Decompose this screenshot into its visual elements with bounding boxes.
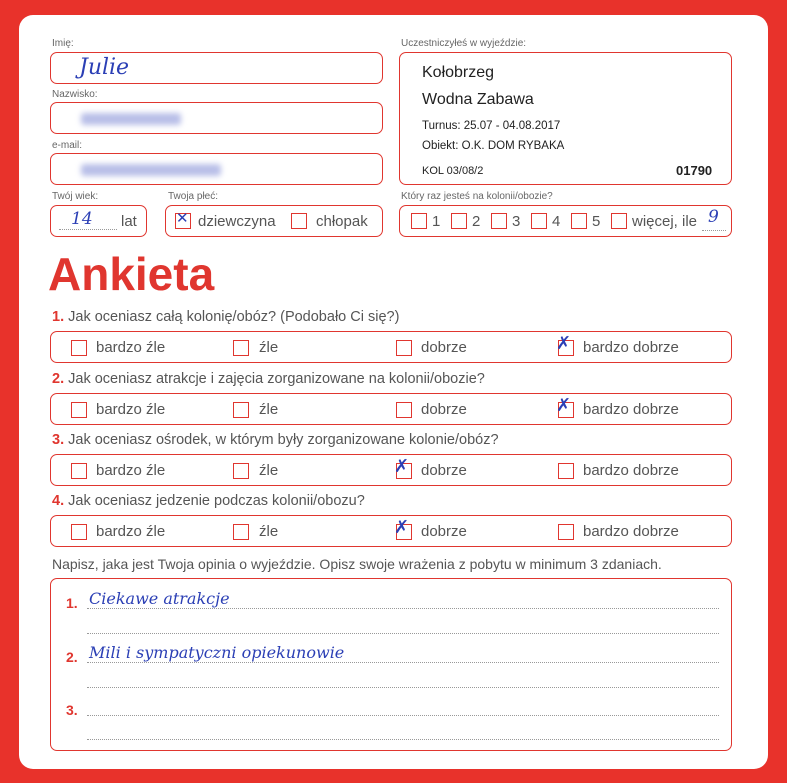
email-label: e-mail:: [52, 140, 83, 151]
times-field: [399, 205, 732, 237]
opinion-prompt: Napisz, jaka jest Twoja opinia o wyjeździe. Opisz swoje wrażenia z pobytu w minimum 3 zdaniach.: [52, 556, 662, 572]
q4-option-4-checkbox[interactable]: [558, 524, 574, 540]
trip-name: Wodna Zabawa: [422, 91, 534, 108]
age-label: Twój wiek:: [52, 191, 99, 202]
trip-city: Kołobrzeg: [422, 64, 495, 81]
question-2: [52, 371, 485, 387]
q3-option-4-label: bardzo dobrze: [583, 462, 679, 479]
question-3: [52, 432, 499, 448]
q4-option-1-label: bardzo źle: [96, 523, 166, 540]
times-3-checkbox[interactable]: [491, 213, 507, 229]
trip-label: Uczestniczyłeś w wyjeździe:: [401, 38, 527, 49]
gender-boy-label: chłopak: [316, 213, 368, 230]
opinion-line-2-text: Mili i sympatyczni opiekunowie: [89, 643, 345, 662]
opinion-line-2-rule: [87, 662, 719, 663]
name-label: Imię:: [52, 38, 74, 49]
q4-option-3-label: dobrze: [421, 523, 467, 540]
q4-option-2-checkbox[interactable]: [233, 524, 249, 540]
q3-option-3-label: dobrze: [421, 462, 467, 479]
q1-option-3-label: dobrze: [421, 339, 467, 356]
opinion-line-1-text: Ciekawe atrakcje: [89, 589, 230, 608]
q1-option-1-label: bardzo źle: [96, 339, 166, 356]
q2-option-4-label: bardzo dobrze: [583, 401, 679, 418]
q3-option-1-label: bardzo źle: [96, 462, 166, 479]
age-value: 14: [71, 209, 93, 229]
question-3-text: Jak oceniasz ośrodek, w którym były zorganizowane kolonie/obóz?: [68, 432, 499, 448]
gender-girl-label: dziewczyna: [198, 213, 276, 230]
question-4: [52, 493, 365, 509]
opinion-line-1-rule: [87, 608, 719, 609]
q4-option-3-checkbox[interactable]: [394, 517, 412, 540]
question-4-number: 4.: [52, 493, 65, 509]
email-field[interactable]: [50, 153, 383, 185]
question-3-answers: [50, 454, 732, 486]
question-2-answers: [50, 393, 732, 425]
question-1-answers: [50, 331, 732, 363]
times-3-label: 3: [512, 213, 521, 230]
times-more-label: więcej, ile: [632, 213, 698, 230]
q2-option-3-checkbox[interactable]: [396, 402, 412, 418]
times-more-checkbox[interactable]: [611, 213, 627, 229]
gender-field: [165, 205, 383, 237]
surname-field[interactable]: [50, 102, 383, 134]
question-2-number: 2.: [52, 371, 65, 387]
q2-option-2-checkbox[interactable]: [233, 402, 249, 418]
age-unit: lat: [121, 213, 137, 230]
question-1-text: Jak oceniasz całą kolonię/obóz? (Podobało Ci się?): [68, 309, 400, 325]
age-dotline: [59, 229, 117, 230]
email-redacted: [81, 164, 221, 176]
check-mark-icon: ✗: [556, 333, 572, 354]
check-mark-icon: ✗: [394, 456, 410, 477]
times-1-checkbox[interactable]: [411, 213, 427, 229]
times-5-label: 5: [592, 213, 601, 230]
opinion-line-3-number: 3.: [66, 702, 78, 718]
opinion-line-2-number: 2.: [66, 649, 78, 665]
surname-label: Nazwisko:: [52, 89, 98, 100]
check-mark-icon: ✗: [556, 395, 572, 416]
survey-title: Ankieta: [48, 248, 215, 300]
question-4-answers: [50, 515, 732, 547]
question-2-text: Jak oceniasz atrakcje i zajęcia zorganizowane na kolonii/obozie?: [68, 371, 485, 387]
opinion-rule: [87, 687, 719, 688]
gender-boy-checkbox[interactable]: [291, 213, 307, 229]
question-3-number: 3.: [52, 432, 65, 448]
q3-option-4-checkbox[interactable]: [558, 463, 574, 479]
age-field[interactable]: [50, 205, 147, 237]
q2-option-3-label: dobrze: [421, 401, 467, 418]
q1-option-2-checkbox[interactable]: [233, 340, 249, 356]
check-mark-icon: ✕: [176, 209, 189, 227]
q1-option-4-label: bardzo dobrze: [583, 339, 679, 356]
surname-redacted: [81, 113, 181, 125]
trip-turnus: Turnus: 25.07 - 04.08.2017: [422, 120, 561, 132]
times-4-checkbox[interactable]: [531, 213, 547, 229]
q3-option-2-checkbox[interactable]: [233, 463, 249, 479]
times-1-label: 1: [432, 213, 441, 230]
q3-option-1-checkbox[interactable]: [71, 463, 87, 479]
q3-option-2-label: źle: [259, 462, 279, 479]
gender-label: Twoja płeć:: [168, 191, 219, 202]
opinion-rule: [87, 633, 719, 634]
trip-box: [399, 52, 732, 185]
name-value: Julie: [79, 55, 130, 80]
times-2-label: 2: [472, 213, 481, 230]
trip-obiekt: Obiekt: O.K. DOM RYBAKA: [422, 140, 565, 152]
q4-option-4-label: bardzo dobrze: [583, 523, 679, 540]
name-field[interactable]: [50, 52, 383, 84]
q1-option-3-checkbox[interactable]: [396, 340, 412, 356]
gender-girl-checkbox[interactable]: [175, 209, 191, 229]
times-more-value: 9: [708, 207, 719, 227]
question-1-number: 1.: [52, 309, 65, 325]
opinion-box[interactable]: [50, 578, 732, 751]
q1-option-4-checkbox[interactable]: [556, 333, 574, 356]
opinion-line-1-number: 1.: [66, 595, 78, 611]
trip-code: KOL 03/08/2: [422, 165, 484, 177]
trip-number: 01790: [676, 163, 713, 178]
question-1: [52, 309, 399, 325]
q2-option-2-label: źle: [259, 401, 279, 418]
q2-option-1-checkbox[interactable]: [71, 402, 87, 418]
check-mark-icon: ✗: [394, 517, 410, 538]
times-label: Który raz jesteś na kolonii/obozie?: [401, 191, 553, 202]
q4-option-1-checkbox[interactable]: [71, 524, 87, 540]
q1-option-2-label: źle: [259, 339, 279, 356]
q1-option-1-checkbox[interactable]: [71, 340, 87, 356]
q4-option-2-label: źle: [259, 523, 279, 540]
opinion-rule: [87, 739, 719, 740]
q2-option-1-label: bardzo źle: [96, 401, 166, 418]
times-2-checkbox[interactable]: [451, 213, 467, 229]
opinion-line-3-rule: [87, 715, 719, 716]
times-4-label: 4: [552, 213, 561, 230]
question-4-text: Jak oceniasz jedzenie podczas kolonii/obozu?: [68, 493, 365, 509]
times-5-checkbox[interactable]: [571, 213, 587, 229]
q3-option-3-checkbox[interactable]: [394, 456, 412, 479]
times-more-dotline: [702, 230, 726, 231]
q2-option-4-checkbox[interactable]: [556, 395, 574, 418]
